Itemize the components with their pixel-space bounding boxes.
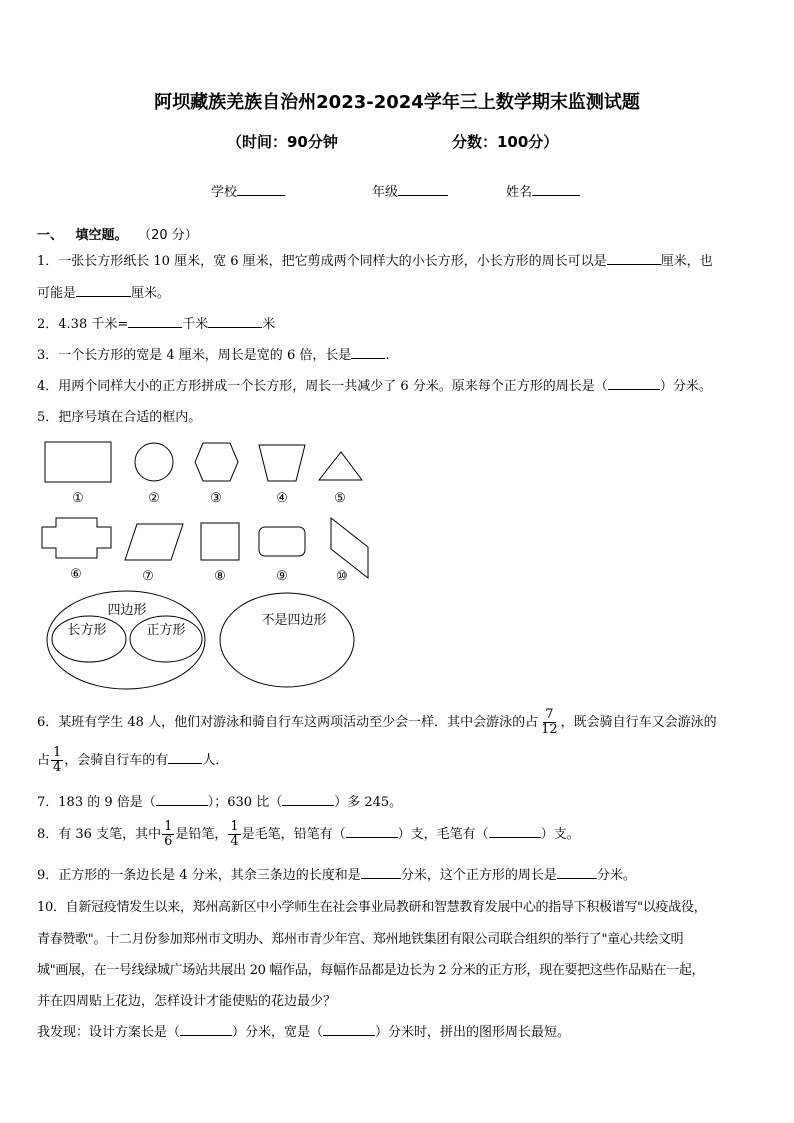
- grade-label: 年级: [372, 185, 399, 200]
- time-label: （时间：90分钟: [227, 133, 338, 151]
- q10-blank-1[interactable]: [180, 1022, 232, 1036]
- q7-blank-2[interactable]: [282, 792, 334, 806]
- shape-label-5: ⑤: [334, 491, 346, 506]
- question-10-line-1: 10．自新冠疫情发生以来，郑州高新区中小学师生在社会事业局教研和智慧教育发展中心的指导下积极谱写"以疫战役，: [37, 900, 707, 915]
- shape-label-10: ⑩: [336, 569, 348, 584]
- q10-blank-2[interactable]: [323, 1022, 375, 1036]
- q1-blank-1[interactable]: [607, 251, 661, 265]
- q4-blank[interactable]: [608, 376, 660, 390]
- section-title: 填空题。: [75, 228, 128, 243]
- school-field: [211, 181, 285, 200]
- venn-not-quadrilateral: [220, 593, 354, 687]
- fraction-1-6: $\frac{1}{6}$: [164, 819, 173, 849]
- venn-label-quadrilateral: 四边形: [107, 603, 147, 618]
- venn-label-square: 正方形: [146, 623, 186, 638]
- shape-circle: [135, 443, 173, 481]
- shape-triangle: [319, 452, 362, 480]
- shape-label-8: ⑧: [214, 569, 226, 584]
- page-title: 阿坝藏族羌族自治州2023-2024学年三上数学期末监测试题: [154, 92, 640, 113]
- shapes-figure: [0, 430, 794, 700]
- shape-square: [201, 523, 239, 560]
- shape-label-2: ②: [148, 491, 160, 506]
- shape-label-1: ①: [72, 491, 84, 506]
- question-10-line-5: 我发现：设计方案长是（ ）分米，宽是（ ）分米时，拼出的图形周长最短。: [37, 1021, 570, 1040]
- q2-blank-1[interactable]: [128, 314, 182, 328]
- shape-parallelogram: [125, 524, 183, 560]
- venn-label-not-quadrilateral: 不是四边形: [261, 613, 327, 628]
- grade-blank[interactable]: [398, 182, 448, 196]
- shape-label-7: ⑦: [142, 569, 154, 584]
- q2-blank-2[interactable]: [208, 314, 262, 328]
- question-5: 5．把序号填在合适的框内。: [37, 410, 202, 425]
- question-6-line-1: 6．某班有学生 48 人，他们对游泳和骑自行车这两项活动至少会一样．其中会游泳的占 $\frac{7}{12}$ ，既会骑自行车又会游泳的: [37, 707, 717, 737]
- question-8: 8．有 36 支笔，其中 $\frac{1}{6}$ 是铅笔， $\frac{1}{4}$ 是毛笔，铅笔有（ ）支，毛笔有（ ）支。: [37, 819, 580, 849]
- shape-label-9: ⑨: [276, 569, 288, 584]
- shape-cross: [42, 518, 111, 558]
- q8-blank-2[interactable]: [489, 824, 541, 838]
- school-label: 学校: [211, 185, 238, 200]
- question-4: 4．用两个同样大小的正方形拼成一个长方形，周长一共减少了 6 分米。原来每个正方形的周长是（ ）分米。: [37, 375, 712, 394]
- fraction-1-4: $\frac{1}{4}$: [53, 745, 62, 775]
- shape-rounded-rectangle: [259, 527, 305, 556]
- question-7: 7．183 的 9 倍是（ ）；630 比（ ）多 245。: [37, 791, 402, 810]
- question-6-line-2: 占 $\frac{1}{4}$ ，会骑自行车的有 人．: [37, 745, 229, 775]
- question-10-line-4: 并在四周贴上花边，怎样设计才能使贴的花边最少？: [37, 994, 337, 1009]
- name-label: 姓名: [506, 185, 533, 200]
- shape-label-4: ④: [276, 491, 288, 506]
- question-1-line-2: 可能是 厘米。: [37, 282, 170, 301]
- shape-label-6: ⑥: [70, 567, 82, 582]
- q9-blank-2[interactable]: [557, 865, 597, 879]
- q1-blank-2[interactable]: [76, 283, 131, 297]
- shape-label-3: ③: [210, 491, 222, 506]
- shape-rectangle: [45, 442, 111, 482]
- q3-blank[interactable]: [351, 345, 385, 359]
- fraction-1-4b: $\frac{1}{4}$: [230, 819, 239, 849]
- question-9: 9．正方形的一条边长是 4 分米，其余三条边的长度和是 分米，这个正方形的周长是 分米。: [37, 864, 636, 883]
- grade-field: [372, 181, 448, 200]
- section-number: 一、: [37, 228, 64, 243]
- name-blank[interactable]: [532, 182, 580, 196]
- fraction-7-12: $\frac{7}{12}$: [541, 707, 558, 737]
- shape-hexagon: [195, 443, 238, 481]
- question-3: 3．一个长方形的宽是 4 厘米，周长是宽的 6 倍，长是 .: [37, 344, 389, 363]
- q7-blank-1[interactable]: [156, 792, 208, 806]
- question-10-line-3: 城"画展，在一号线绿城广场站共展出 20 幅作品，每幅作品都是边长为 2 分米的正方形，现在要把这些作品贴在一起，: [37, 963, 705, 978]
- question-1-line-1: 1．一张长方形纸长 10 厘米，宽 6 厘米，把它剪成两个同样大的小长方形，小长方形的周长可以是 厘米，也: [37, 250, 713, 269]
- name-field: [506, 181, 580, 200]
- q8-blank-1[interactable]: [346, 824, 398, 838]
- score-label: 分数：100分）: [452, 133, 559, 151]
- school-blank[interactable]: [237, 182, 285, 196]
- question-2: 2．4.38 千米= 千米 米: [37, 313, 275, 332]
- question-10-line-2: 青春赞歌"。十二月份参加郑州市文明办、郑州市青少年宫、郑州地铁集团有限公司联合组织的举行了"童心共绘文明: [37, 932, 684, 947]
- section-points: （20 分）: [138, 228, 198, 243]
- q6-blank[interactable]: [168, 750, 202, 764]
- section-heading: [37, 224, 198, 243]
- venn-label-rectangle: 长方形: [67, 623, 107, 638]
- q9-blank-1[interactable]: [361, 865, 401, 879]
- shape-trapezoid: [259, 445, 305, 481]
